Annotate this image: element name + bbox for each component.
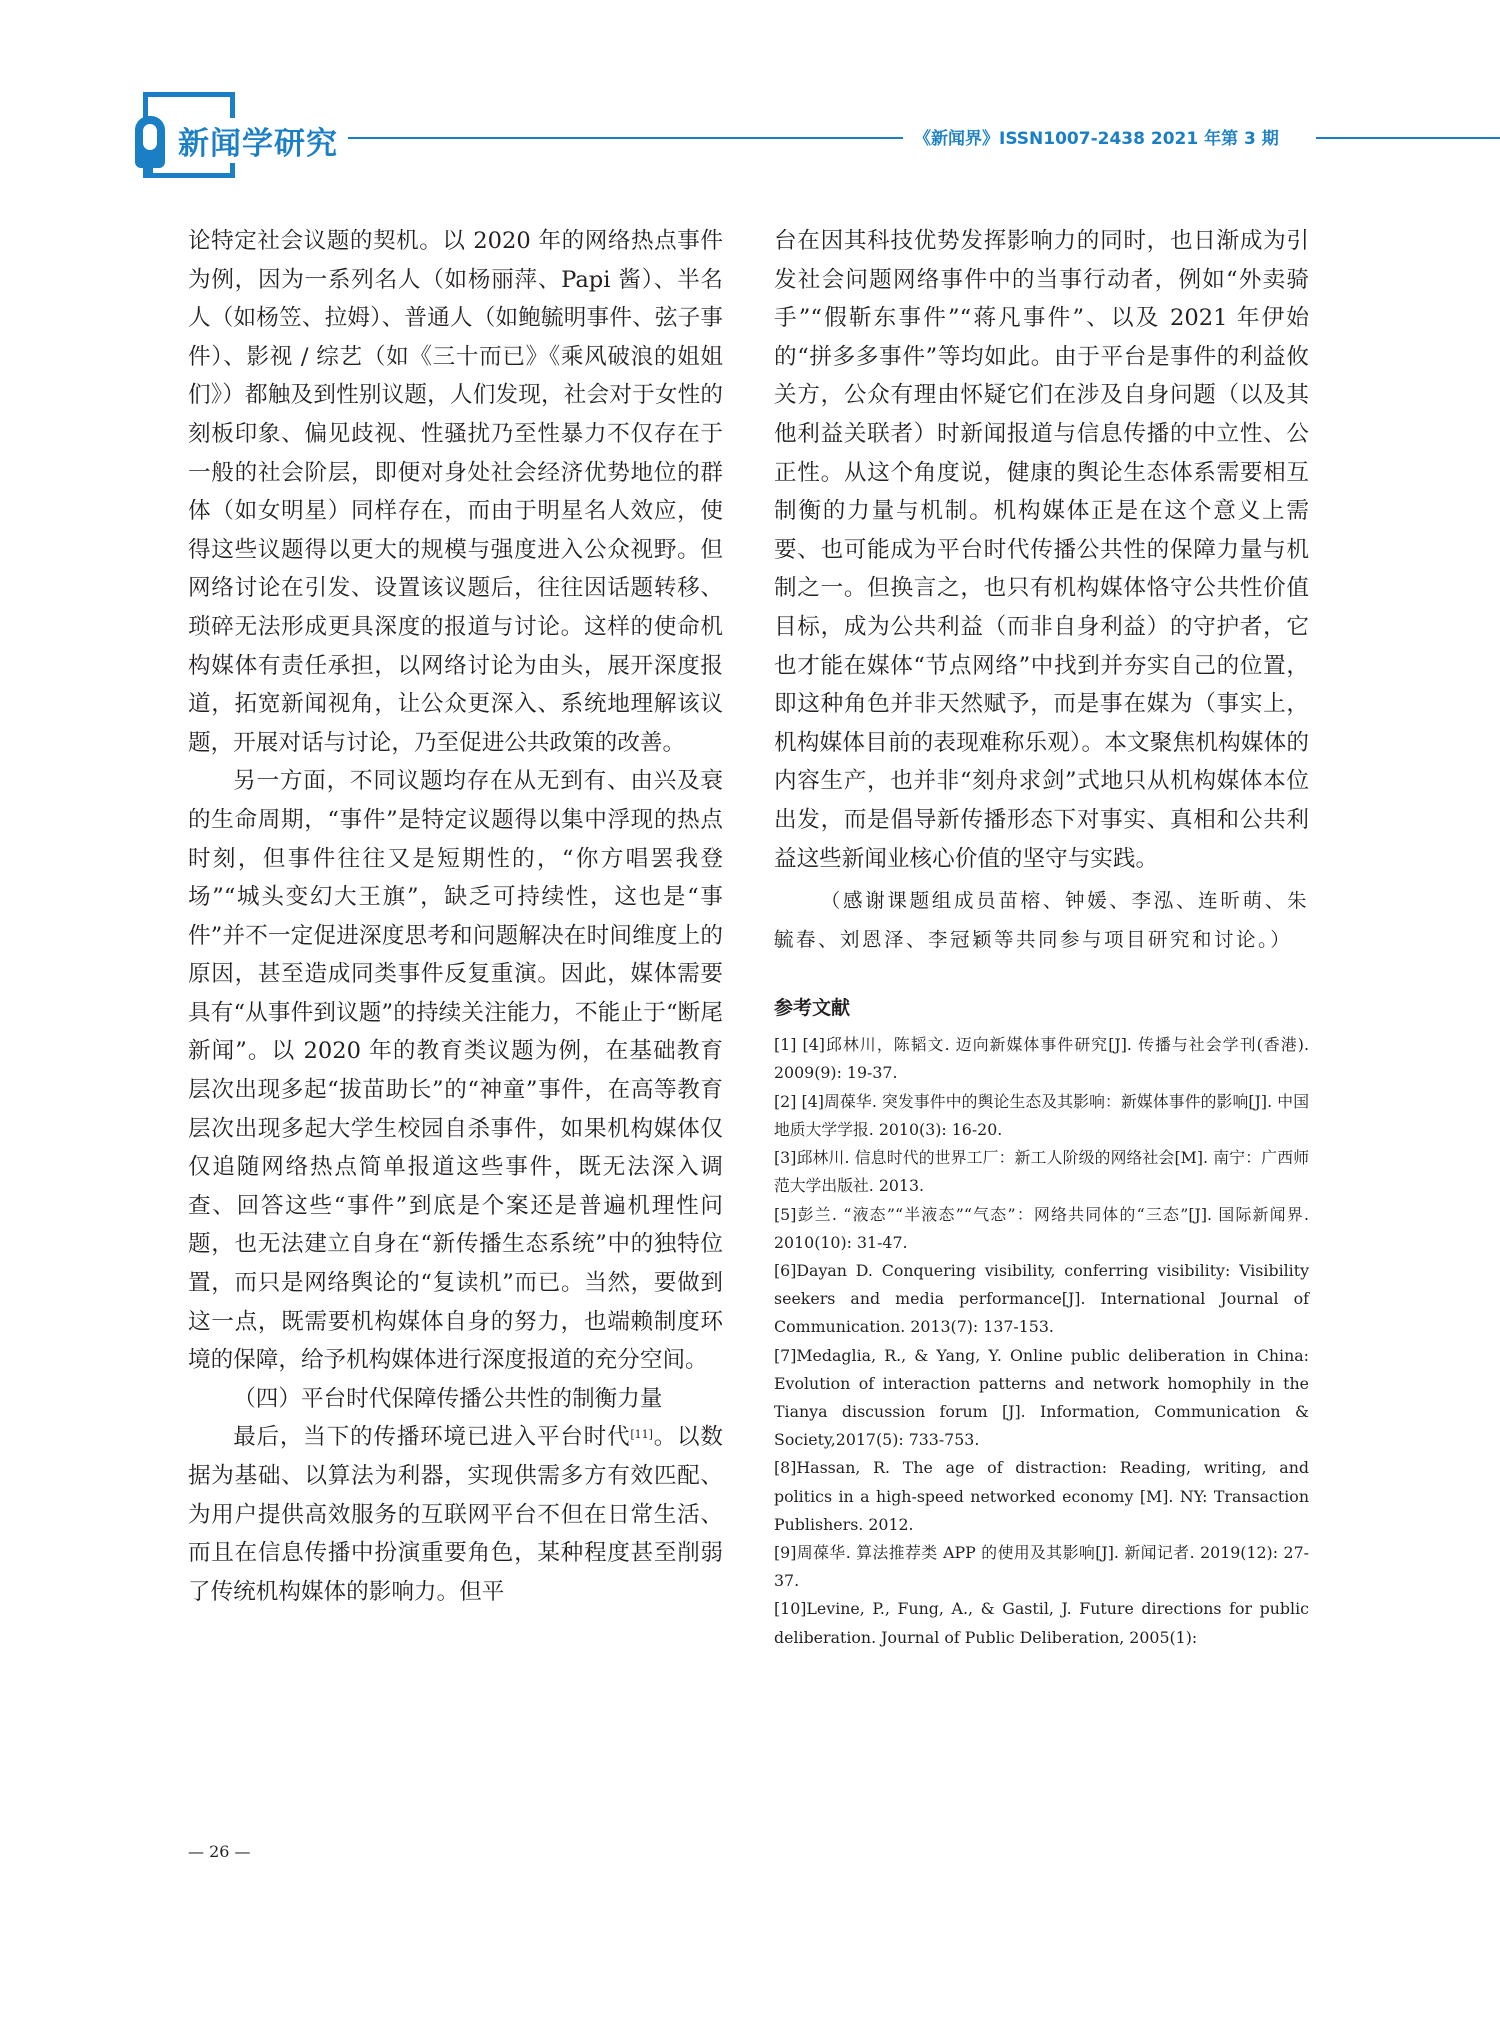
references-title: 参考文献 [774,997,851,1020]
left-paragraph-3 [188,1418,723,1611]
reference-item: [6]Dayan D. Conquering visibility, conferring visibility: Visibility seekers and media performance[J]. International Journal of Communication. 2013(7): 137-153. [774,1260,1309,1337]
citation-marker: [11] [630,1428,653,1442]
acknowledgement: （感谢课题组成员苗榕、钟媛、李泓、连昕萌、朱毓春、刘恩泽、李冠颖等共同参与项目研究和讨论。） [774,889,1309,951]
section-heading: （四）平台时代保障传播公共性的制衡力量 [233,1385,663,1412]
left-paragraph-2: 另一方面，不同议题均存在从无到有、由兴及衰的生命周期，“事件”是特定议题得以集中浮现的热点时刻，但事件往往又是短期性的，“你方唱罢我登场”“城头变幻大王旗”，缺乏可持续性，这也是“事件”并不一定促进深度思考和问题解决在时间维度上的原因，甚至造成同类事件反复重演。因此，媒体需要具有“从事件到议题”的持续关注能力，不能止于“断尾新闻”。以 2020 年的教育类议题为例，在基础教育层次出现多起“拔苗助长”的“神童”事件，在高等教育层次出现多起大学生校园自杀事件，如果机构媒体仅仅追随网络热点简单报道这些事件，既无法深入调查、回答这些“事件”到底是个案还是普遍机理性问题，也无法建立自身在“新传播生态系统”中的独特位置，而只是网络舆论的“复读机”而已。当然，要做到这一点，既需要机构媒体自身的努力，也端赖制度环境的保障，给予机构媒体进行深度报道的充分空间。 [188,768,723,1374]
reference-item: [5]彭兰. “液态”“半液态”“气态”：网络共同体的“三态”[J]. 国际新闻界. 2010(10): 31-47. [774,1204,1309,1252]
header-rule-left [348,137,903,139]
microphone-stand-icon [147,168,153,178]
reference-item: [1] [4]邱林川，陈韬文. 迈向新媒体事件研究[J]. 传播与社会学刊(香港). 2009(9): 19-37. [774,1035,1309,1083]
left-column [188,222,723,1611]
reference-item: [8]Hassan, R. The age of distraction: Reading, writing, and politics in a high-speed networked economy [M]. NY: Transaction Publishers. 2012. [774,1458,1309,1534]
reference-item: [7]Medaglia, R., & Yang, Y. Online public deliberation in China: Evolution of interaction patterns and network homophily in the Tianya discussion forum [J]. Information, Communication & Society,2017(5): 733-753. [774,1345,1309,1450]
left-paragraph-1: 论特定社会议题的契机。以 2020 年的网络热点事件为例，因为一系列名人（如杨丽萍、Papi 酱）、半名人（如杨笠、拉姆）、普通人（如鲍毓明事件、弦子事件）、影视 / 综艺（如《三十而已》《乘风破浪的姐姐们》）都触及到性别议题，人们发现，社会对于女性的刻板印象、偏见歧视、性骚扰乃至性暴力不仅存在于一般的社会阶层，即便对身处社会经济优势地位的群体（如女明星）同样存在，而由于明星名人效应，使得这些议题得以更大的规模与强度进入公众视野。但网络讨论在引发、设置该议题后，往往因话题转移、琐碎无法形成更具深度的报道与讨论。这样的使命机构媒体有责任承担，以网络讨论为由头，展开深度报道，拓宽新闻视角，让公众更深入、系统地理解该议题，开展对话与讨论，乃至促进公共政策的改善。 [188,228,723,756]
journal-info: 《新闻界》ISSN1007-2438 2021 年第 3 期 [914,129,1279,149]
reference-item: [10]Levine, P., Fung, A., & Gastil, J. Future directions for public deliberation. Journal of Public Deliberation, 2005(1): [774,1599,1309,1647]
page-header [0,0,1500,200]
microphone-icon [135,116,165,168]
right-paragraph-1: 台在因其科技优势发挥影响力的同时，也日渐成为引发社会问题网络事件中的当事行动者，例如“外卖骑手”“假靳东事件”“蒋凡事件”、以及 2021 年伊始的“拼多多事件”等均如此。由于平台是事件的利益攸关方，公众有理由怀疑它们在涉及自身问题（以及其他利益关联者）时新闻报道与信息传播的中立性、公正性。从这个角度说，健康的舆论生态体系需要相互制衡的力量与机制。机构媒体正是在这个意义上需要、也可能成为平台时代传播公共性的保障力量与机制之一。但换言之，也只有机构媒体恪守公共性价值目标，成为公共利益（而非自身利益）的守护者，它也才能在媒体“节点网络”中找到并夯实自己的位置，即这种角色并非天然赋予，而是事在媒为（事实上，机构媒体目前的表现难称乐观）。本文聚焦机构媒体的内容生产，也并非“刻舟求剑”式地只从机构媒体本位出发，而是倡导新传播形态下对事实、真相和公共利益这些新闻业核心价值的坚守与实践。 [774,228,1309,872]
section-title: 新闻学研究 [178,118,342,163]
paragraph-3-text-a: 最后，当下的传播环境已进入平台时代 [233,1424,631,1451]
reference-item: [3]邱林川. 信息时代的世界工厂：新工人阶级的网络社会[M]. 南宁：广西师范大学出版社. 2013. [774,1148,1309,1196]
right-column [774,222,1309,1652]
references-list [774,1031,1309,1651]
reference-item: [9]周葆华. 算法推荐类 APP 的使用及其影响[J]. 新闻记者. 2019(12): 27-37. [774,1542,1309,1591]
reference-item: [2] [4]周葆华. 突发事件中的舆论生态及其影响：新媒体事件的影响[J]. 中国地质大学学报. 2010(3): 16-20. [774,1091,1309,1139]
header-rule-right [1316,137,1500,139]
paragraph-3-text-b: 。以数据为基础、以算法为利器，实现供需多方有效匹配、为用户提供高效服务的互联网平台不但在日常生活、而且在信息传播中扮演重要角色，某种程度甚至削弱了传统机构媒体的影响力。但平 [188,1424,724,1605]
page-number: — 26 — [188,1842,251,1861]
